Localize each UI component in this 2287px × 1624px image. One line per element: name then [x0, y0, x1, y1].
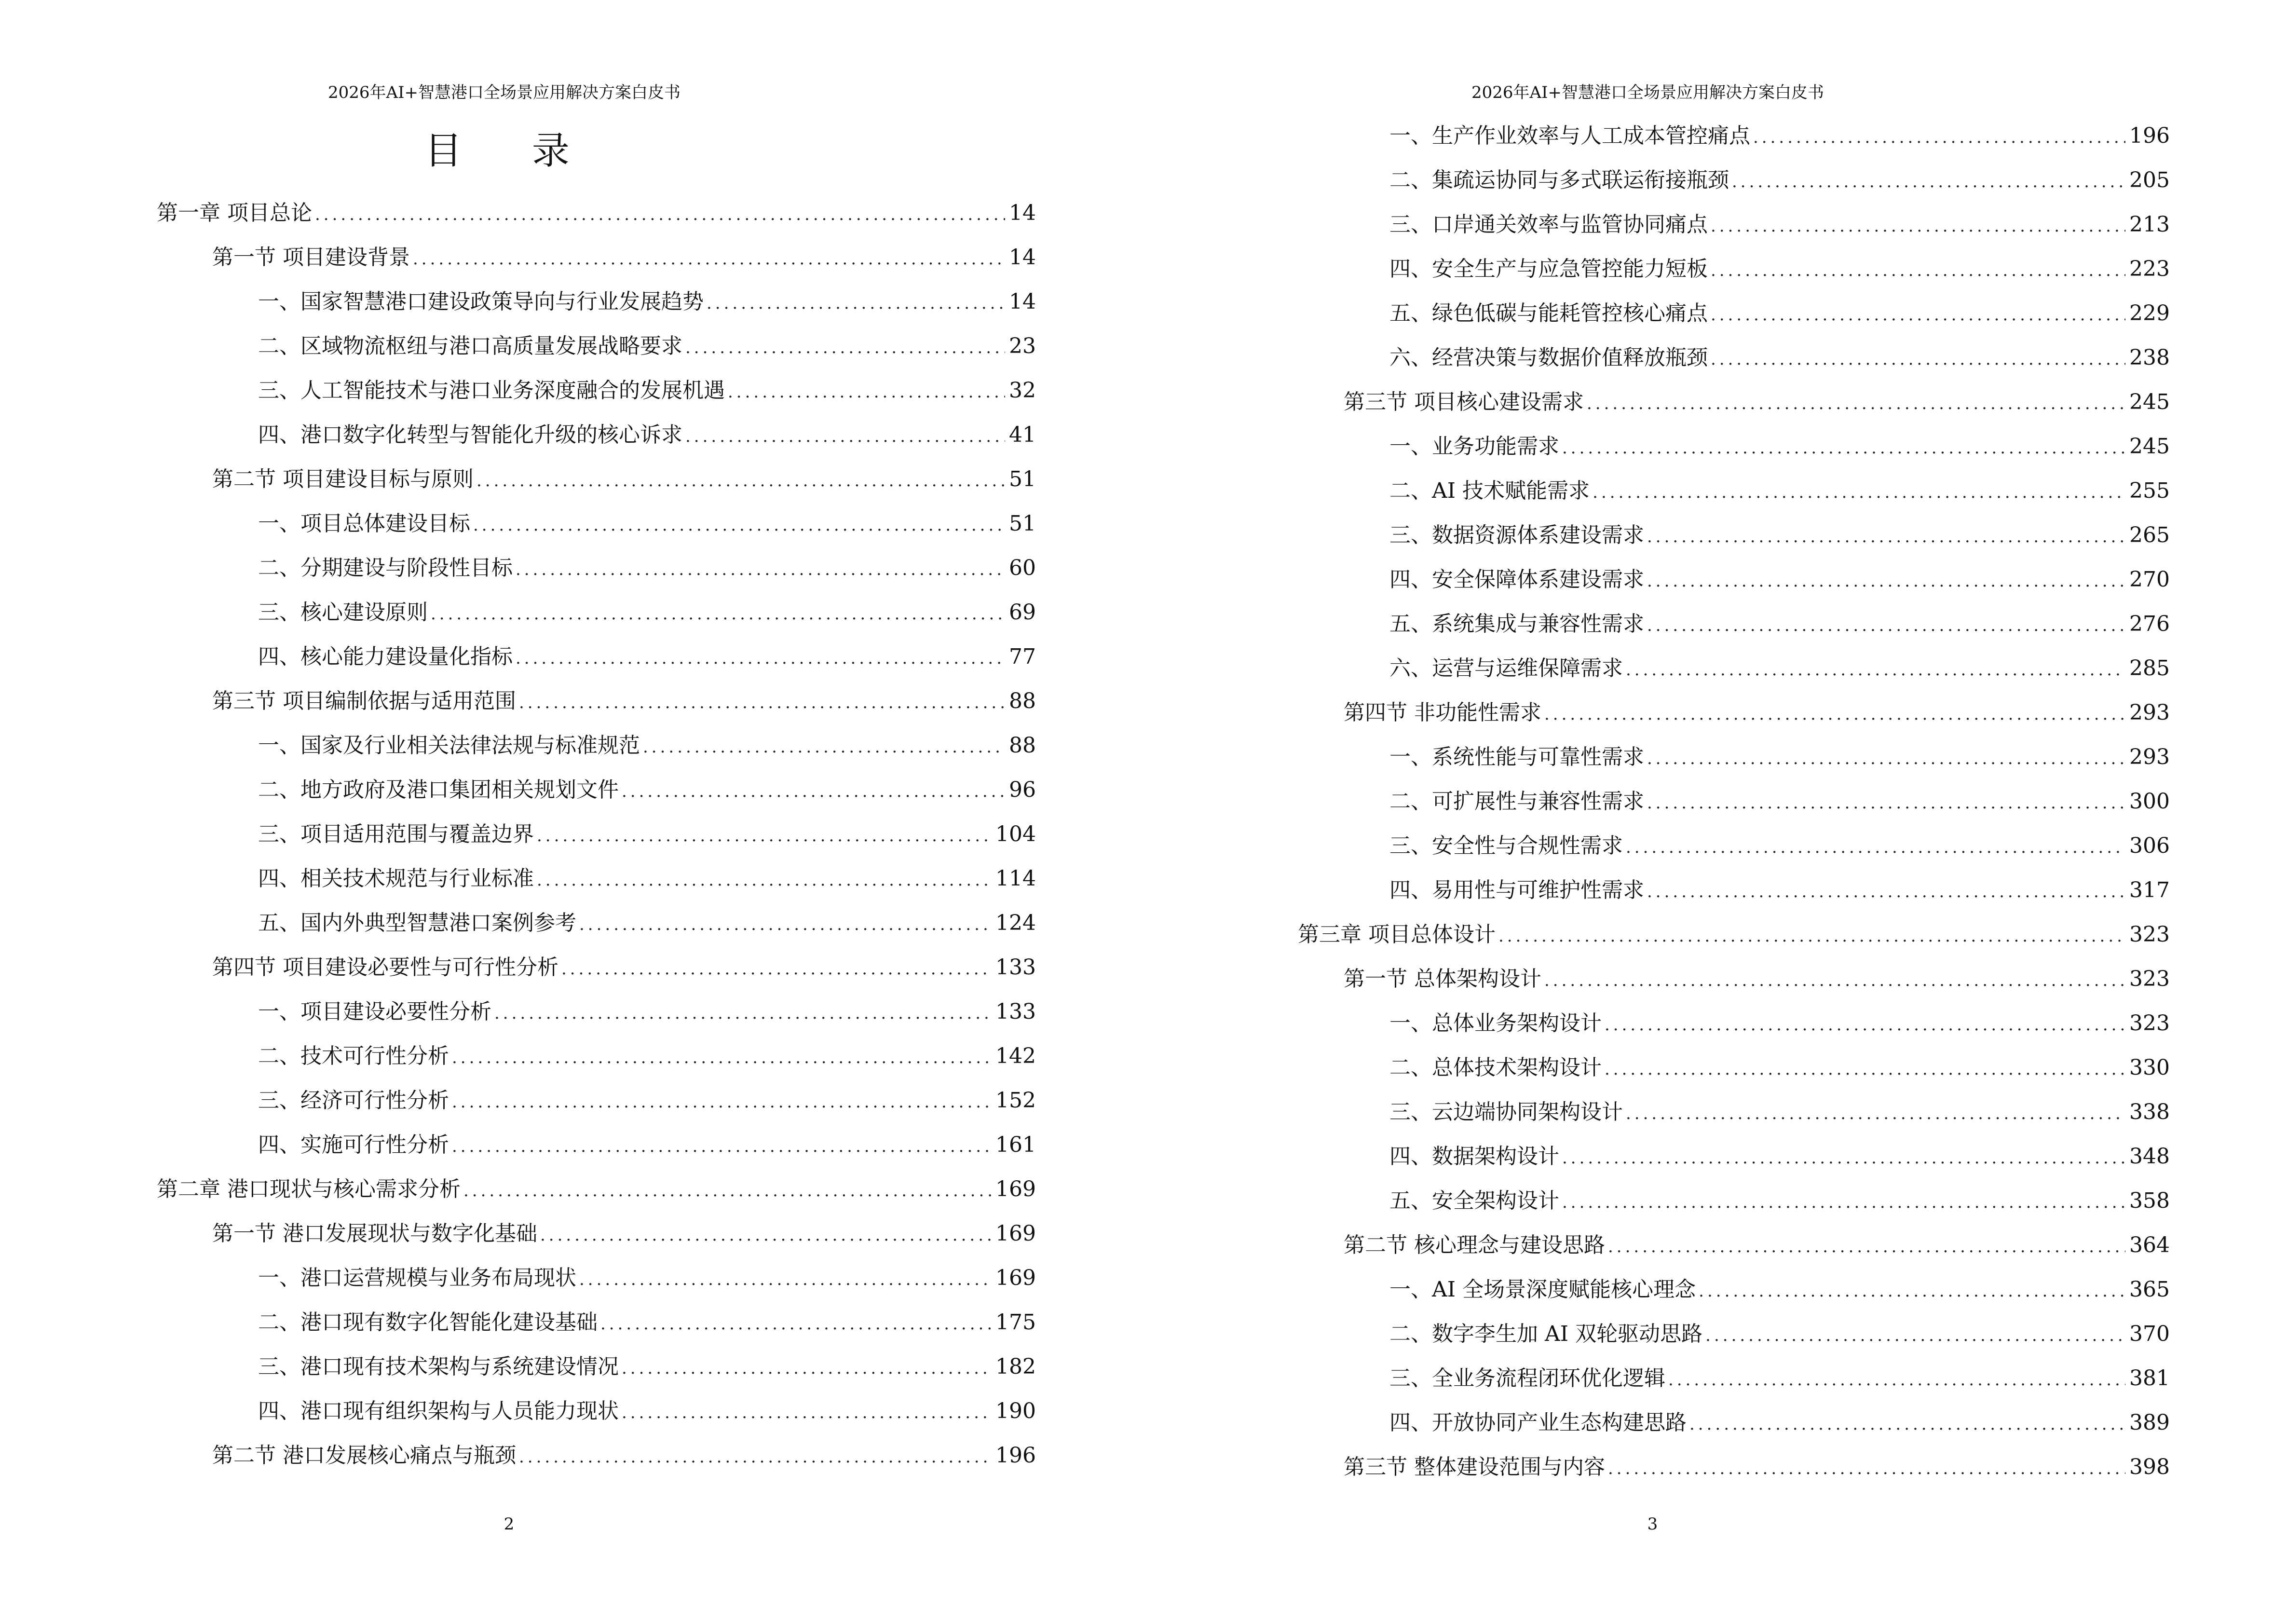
dot-leader — [1608, 1237, 2125, 1256]
toc-entry-label: 一、系统性能与可靠性需求 — [1389, 745, 1644, 769]
toc-entry[interactable] — [258, 373, 1036, 402]
dot-leader — [622, 1359, 992, 1378]
dot-leader — [600, 1314, 992, 1334]
toc-entry[interactable] — [1344, 695, 2170, 724]
toc-entry-page: 69 — [1009, 600, 1036, 625]
toc-entry-label: 第二节 港口发展核心痛点与瓶颈 — [212, 1443, 516, 1468]
toc-entry[interactable] — [258, 639, 1036, 668]
toc-entry-page: 306 — [2129, 833, 2170, 858]
toc-entry-page: 114 — [995, 866, 1036, 891]
toc-entry-label: 第二节 核心理念与建设思路 — [1344, 1233, 1605, 1257]
toc-entry[interactable] — [1389, 251, 2170, 280]
toc-entry-label: 五、绿色低碳与能耗管控核心痛点 — [1389, 301, 1708, 326]
toc-entry-label: 第一节 港口发展现状与数字化基础 — [212, 1221, 537, 1246]
toc-entry-label: 第一章 项目总论 — [157, 201, 312, 225]
toc-entry-label: 一、国家智慧港口建设政策导向与行业发展趋势 — [258, 289, 704, 314]
toc-entry-label: 三、全业务流程闭环优化逻辑 — [1389, 1366, 1665, 1391]
toc-entry-label: 五、安全架构设计 — [1389, 1188, 1559, 1213]
page-number: 3 — [1647, 1515, 1658, 1534]
dot-leader — [1608, 1459, 2125, 1478]
toc-entry-page: 205 — [2129, 168, 2170, 192]
toc-entry-label: 四、相关技术规范与行业标准 — [258, 866, 534, 891]
toc-entry[interactable] — [1344, 1228, 2170, 1256]
dot-leader — [1626, 838, 2125, 857]
toc-entry[interactable] — [258, 861, 1036, 890]
toc-entry-page: 14 — [1009, 289, 1036, 314]
page-number: 2 — [504, 1515, 515, 1534]
toc-entry-page: 238 — [2129, 345, 2170, 370]
toc-entry[interactable] — [1389, 340, 2170, 369]
toc-entry-page: 60 — [1009, 556, 1036, 580]
toc-entry-page: 152 — [995, 1088, 1036, 1113]
toc-entry-label: 四、港口数字化转型与智能化升级的核心诉求 — [258, 423, 682, 447]
toc-entry[interactable] — [1298, 917, 2170, 946]
toc-entry[interactable] — [1389, 1272, 2170, 1301]
dot-leader — [622, 1403, 992, 1422]
toc-entry-page: 323 — [2129, 1011, 2170, 1036]
toc-entry-label: 四、港口现有组织架构与人员能力现状 — [258, 1399, 619, 1423]
toc-entry-page: 213 — [2129, 212, 2170, 237]
dot-leader — [1647, 793, 2125, 813]
dot-leader — [1647, 527, 2125, 546]
toc-page-right — [1144, 0, 2287, 1624]
toc-entry-page: 255 — [2129, 478, 2170, 503]
dot-leader — [1562, 438, 2125, 458]
toc-entry-page: 133 — [995, 999, 1036, 1024]
toc-entry-label: 六、经营决策与数据价值释放瓶颈 — [1389, 345, 1708, 370]
toc-entry-page: 14 — [1009, 201, 1036, 225]
toc-entry-label: 二、分期建设与阶段性目标 — [258, 556, 513, 580]
toc-entry-label: 四、易用性与可维护性需求 — [1389, 878, 1644, 902]
toc-entry-page: 169 — [995, 1221, 1036, 1246]
toc-entry-page: 41 — [1009, 423, 1036, 447]
toc-entry[interactable] — [1389, 828, 2170, 857]
toc-entry-page: 270 — [2129, 567, 2170, 592]
toc-entry[interactable] — [258, 728, 1036, 757]
toc-entry-page: 169 — [995, 1177, 1036, 1201]
toc-entry-page: 169 — [995, 1266, 1036, 1290]
dot-leader — [1587, 394, 2125, 413]
toc-entry-page: 245 — [2129, 434, 2170, 459]
toc-entry-page: 14 — [1009, 245, 1036, 270]
toc-entry-page: 133 — [995, 955, 1036, 980]
dot-leader — [452, 1048, 992, 1067]
toc-entry-label: 第二节 项目建设目标与原则 — [212, 467, 474, 491]
dot-leader — [476, 471, 1005, 491]
dot-leader — [1711, 305, 2125, 325]
toc-entry-page: 398 — [2129, 1455, 2170, 1479]
toc-entry-page: 364 — [2129, 1233, 2170, 1257]
toc-entry-page: 88 — [1009, 689, 1036, 713]
toc-entry[interactable] — [258, 905, 1036, 934]
toc-entry[interactable] — [258, 506, 1036, 535]
toc-entry-page: 317 — [2129, 878, 2170, 902]
toc-entry-page: 142 — [995, 1044, 1036, 1068]
toc-entry-label: 一、项目总体建设目标 — [258, 511, 470, 536]
toc-entry[interactable] — [1389, 1094, 2170, 1123]
dot-leader — [463, 1181, 992, 1201]
toc-entry[interactable] — [1344, 1449, 2170, 1478]
toc-entry-page: 276 — [2129, 612, 2170, 636]
toc-entry-page: 51 — [1009, 467, 1036, 491]
toc-entry[interactable] — [1389, 296, 2170, 325]
toc-entry[interactable] — [258, 550, 1036, 579]
toc-entry[interactable] — [258, 328, 1036, 357]
dot-leader — [1647, 749, 2125, 768]
dot-leader — [1544, 705, 2125, 724]
toc-entry-label: 二、总体技术架构设计 — [1389, 1055, 1602, 1080]
toc-entry-page: 370 — [2129, 1322, 2170, 1346]
toc-entry[interactable] — [1389, 606, 2170, 635]
toc-entry-label: 第一节 总体架构设计 — [1344, 967, 1541, 991]
toc-entry[interactable] — [258, 772, 1036, 801]
toc-entry-page: 51 — [1009, 511, 1036, 536]
toc-entry-page: 196 — [995, 1443, 1036, 1468]
dot-leader — [1753, 128, 2125, 147]
toc-entry[interactable] — [1389, 518, 2170, 546]
toc-entry[interactable] — [212, 462, 1036, 491]
toc-entry-page: 88 — [1009, 733, 1036, 758]
toc-entry-label: 二、区域物流枢纽与港口高质量发展战略要求 — [258, 334, 682, 358]
toc-entry-page: 381 — [2129, 1366, 2170, 1391]
toc-entry[interactable] — [258, 1127, 1036, 1156]
dot-leader — [431, 604, 1005, 624]
dot-leader — [1647, 572, 2125, 591]
toc-entry-label: 一、AI 全场景深度赋能核心理念 — [1389, 1277, 1696, 1302]
toc-entry[interactable] — [1389, 1183, 2170, 1212]
dot-leader — [1732, 172, 2125, 191]
toc-entry-page: 323 — [2129, 922, 2170, 947]
toc-entry-label: 二、数字李生加 AI 双轮驱动思路 — [1389, 1322, 1703, 1346]
toc-entry-label: 四、核心能力建设量化指标 — [258, 644, 513, 669]
dot-leader — [622, 782, 1005, 801]
dot-leader — [685, 427, 1005, 446]
toc-entry[interactable] — [157, 195, 1036, 224]
dot-leader — [1711, 350, 2125, 369]
toc-entry-page: 196 — [2129, 123, 2170, 148]
toc-entry-label: 四、实施可行性分析 — [258, 1133, 449, 1157]
toc-entry-label: 一、生产作业效率与人工成本管控痛点 — [1389, 123, 1750, 148]
toc-entry[interactable] — [258, 1083, 1036, 1112]
toc-entry-page: 330 — [2129, 1055, 2170, 1080]
dot-leader — [1562, 1193, 2125, 1212]
dot-leader — [1699, 1282, 2125, 1301]
toc-entry-page: 77 — [1009, 644, 1036, 669]
toc-entry-label: 第三节 整体建设范围与内容 — [1344, 1455, 1605, 1479]
toc-entry[interactable] — [1389, 207, 2170, 236]
dot-leader — [494, 1004, 992, 1023]
toc-entry-label: 第四节 非功能性需求 — [1344, 700, 1541, 725]
toc-entry-label: 四、安全生产与应急管控能力短板 — [1389, 257, 1708, 281]
dot-leader — [519, 1447, 992, 1467]
toc-entry-page: 338 — [2129, 1100, 2170, 1124]
toc-entry-page: 104 — [995, 822, 1036, 846]
dot-leader — [1647, 882, 2125, 901]
toc-entry-label: 三、云边端协同架构设计 — [1389, 1100, 1623, 1124]
dot-leader — [1593, 483, 2125, 502]
toc-entry-label: 三、安全性与合规性需求 — [1389, 833, 1623, 858]
toc-entry[interactable] — [1389, 651, 2170, 680]
toc-entry[interactable] — [258, 284, 1036, 313]
toc-entry[interactable] — [1389, 784, 2170, 813]
toc-entry[interactable] — [1389, 163, 2170, 191]
toc-entry[interactable] — [1389, 429, 2170, 458]
toc-entry[interactable] — [1389, 1316, 2170, 1345]
dot-leader — [1705, 1326, 2125, 1345]
toc-entry[interactable] — [212, 1216, 1036, 1245]
dot-leader — [473, 516, 1005, 535]
toc-entry-label: 三、口岸通关效率与监管协同痛点 — [1389, 212, 1708, 237]
toc-entry[interactable] — [258, 817, 1036, 846]
toc-entry-page: 285 — [2129, 656, 2170, 681]
toc-entry[interactable] — [258, 1349, 1036, 1378]
toc-entry[interactable] — [258, 1038, 1036, 1067]
toc-entry-page: 32 — [1009, 378, 1036, 403]
toc-entry-page: 124 — [995, 911, 1036, 935]
toc-entry-label: 四、数据架构设计 — [1389, 1144, 1559, 1169]
toc-entry-label: 二、可扩展性与兼容性需求 — [1389, 789, 1644, 814]
dot-leader — [1605, 1060, 2125, 1079]
dot-leader — [452, 1092, 992, 1112]
toc-entry[interactable] — [1344, 384, 2170, 413]
toc-entry-label: 二、地方政府及港口集团相关规划文件 — [258, 778, 619, 802]
dot-leader — [561, 959, 992, 979]
toc-entry[interactable] — [1389, 1139, 2170, 1168]
toc-entry-label: 四、开放协同产业生态构建思路 — [1389, 1410, 1687, 1435]
dot-leader — [1668, 1370, 2125, 1390]
toc-entry[interactable] — [1389, 1405, 2170, 1434]
toc-entry-label: 二、港口现有数字化智能化建设基础 — [258, 1310, 598, 1335]
dot-leader — [579, 915, 992, 934]
toc-entry-label: 一、项目建设必要性分析 — [258, 999, 491, 1024]
toc-entry[interactable] — [1344, 961, 2170, 990]
running-header: 2026年AI+智慧港口全场景应用解决方案白皮书 — [328, 83, 681, 102]
dot-leader — [1562, 1148, 2125, 1168]
dot-leader — [1498, 927, 2125, 946]
toc-entry-page: 229 — [2129, 301, 2170, 326]
dot-leader — [1647, 616, 2125, 635]
dot-leader — [579, 1270, 992, 1289]
toc-entry[interactable] — [1389, 118, 2170, 147]
toc-entry-label: 六、运营与运维保障需求 — [1389, 656, 1623, 681]
dot-leader — [1626, 660, 2125, 680]
toc-entry-label: 五、国内外典型智慧港口案例参考 — [258, 911, 576, 935]
toc-entry-page: 182 — [995, 1354, 1036, 1379]
toc-entry-page: 348 — [2129, 1144, 2170, 1169]
toc-entry-page: 96 — [1009, 778, 1036, 802]
toc-entry-label: 一、国家及行业相关法律法规与标准规范 — [258, 733, 640, 758]
dot-leader — [452, 1137, 992, 1156]
toc-entry-label: 第四节 项目建设必要性与可行性分析 — [212, 955, 558, 980]
toc-entry-page: 190 — [995, 1399, 1036, 1423]
toc-entry-page: 365 — [2129, 1277, 2170, 1302]
toc-entry-label: 五、系统集成与兼容性需求 — [1389, 612, 1644, 636]
toc-entry-label: 一、业务功能需求 — [1389, 434, 1559, 459]
toc-entry[interactable] — [258, 417, 1036, 446]
toc-entry-page: 265 — [2129, 523, 2170, 547]
dot-leader — [685, 338, 1005, 357]
toc-entry-page: 293 — [2129, 700, 2170, 725]
toc-entry-label: 二、技术可行性分析 — [258, 1044, 449, 1068]
toc-entry[interactable] — [1389, 739, 2170, 768]
toc-entry-label: 三、人工智能技术与港口业务深度融合的发展机遇 — [258, 378, 725, 403]
toc-entry[interactable] — [212, 950, 1036, 979]
dot-leader — [540, 1226, 992, 1245]
toc-entry[interactable] — [258, 994, 1036, 1023]
toc-entry-page: 323 — [2129, 967, 2170, 991]
toc-title: 目 录 — [424, 129, 599, 173]
toc-entry-page: 223 — [2129, 257, 2170, 281]
toc-entry[interactable] — [212, 683, 1036, 712]
toc-entry-label: 一、港口运营规模与业务布局现状 — [258, 1266, 576, 1290]
toc-entry-page: 389 — [2129, 1410, 2170, 1435]
dot-leader — [707, 294, 1005, 313]
toc-entry[interactable] — [212, 1438, 1036, 1467]
toc-entry-label: 二、AI 技术赋能需求 — [1389, 478, 1590, 503]
toc-entry-label: 四、安全保障体系建设需求 — [1389, 567, 1644, 592]
dot-leader — [1689, 1415, 2125, 1434]
toc-entry[interactable] — [1389, 473, 2170, 502]
dot-leader — [516, 649, 1005, 668]
toc-entry[interactable] — [212, 240, 1036, 269]
toc-entry[interactable] — [1389, 562, 2170, 591]
dot-leader — [643, 737, 1005, 757]
toc-entry-label: 第三节 项目编制依据与适用范围 — [212, 689, 516, 713]
toc-entry[interactable] — [1389, 1050, 2170, 1079]
toc-entry[interactable] — [258, 1260, 1036, 1289]
dot-leader — [516, 560, 1005, 579]
dot-leader — [537, 826, 992, 846]
toc-entry-page: 300 — [2129, 789, 2170, 814]
dot-leader — [1544, 971, 2125, 990]
toc-entry-label: 第二章 港口现状与核心需求分析 — [157, 1177, 461, 1201]
dot-leader — [1626, 1104, 2125, 1123]
dot-leader — [1605, 1015, 2125, 1035]
dot-leader — [315, 205, 1005, 224]
dot-leader — [728, 382, 1005, 402]
toc-entry[interactable] — [258, 595, 1036, 624]
toc-entry-page: 175 — [995, 1310, 1036, 1335]
dot-leader — [413, 249, 1005, 269]
toc-entry-label: 第一节 项目建设背景 — [212, 245, 410, 270]
dot-leader — [537, 871, 992, 890]
toc-entry-label: 三、核心建设原则 — [258, 600, 428, 625]
toc-entry-label: 三、港口现有技术架构与系统建设情况 — [258, 1354, 619, 1379]
toc-entry-page: 161 — [995, 1133, 1036, 1157]
dot-leader — [519, 693, 1005, 712]
toc-entry-page: 245 — [2129, 390, 2170, 414]
toc-entry-label: 第三节 项目核心建设需求 — [1344, 390, 1584, 414]
toc-entry[interactable] — [258, 1305, 1036, 1334]
running-header: 2026年AI+智慧港口全场景应用解决方案白皮书 — [1471, 83, 1824, 102]
toc-entry[interactable] — [1389, 1361, 2170, 1390]
toc-entry[interactable] — [258, 1393, 1036, 1422]
toc-entry-label: 二、集疏运协同与多式联运衔接瓶颈 — [1389, 168, 1729, 192]
toc-entry-label: 一、总体业务架构设计 — [1389, 1011, 1602, 1036]
dot-leader — [1711, 261, 2125, 280]
toc-entry-label: 三、数据资源体系建设需求 — [1389, 523, 1644, 547]
toc-entry[interactable] — [1389, 873, 2170, 901]
dot-leader — [1711, 217, 2125, 236]
toc-entry-page: 23 — [1009, 334, 1036, 358]
toc-entry-label: 三、项目适用范围与覆盖边界 — [258, 822, 534, 846]
toc-entry-page: 293 — [2129, 745, 2170, 769]
toc-entry-page: 358 — [2129, 1188, 2170, 1213]
toc-entry[interactable] — [157, 1172, 1036, 1201]
toc-entry-label: 三、经济可行性分析 — [258, 1088, 449, 1113]
toc-entry[interactable] — [1389, 1006, 2170, 1035]
toc-entry-label: 第三章 项目总体设计 — [1298, 922, 1496, 947]
